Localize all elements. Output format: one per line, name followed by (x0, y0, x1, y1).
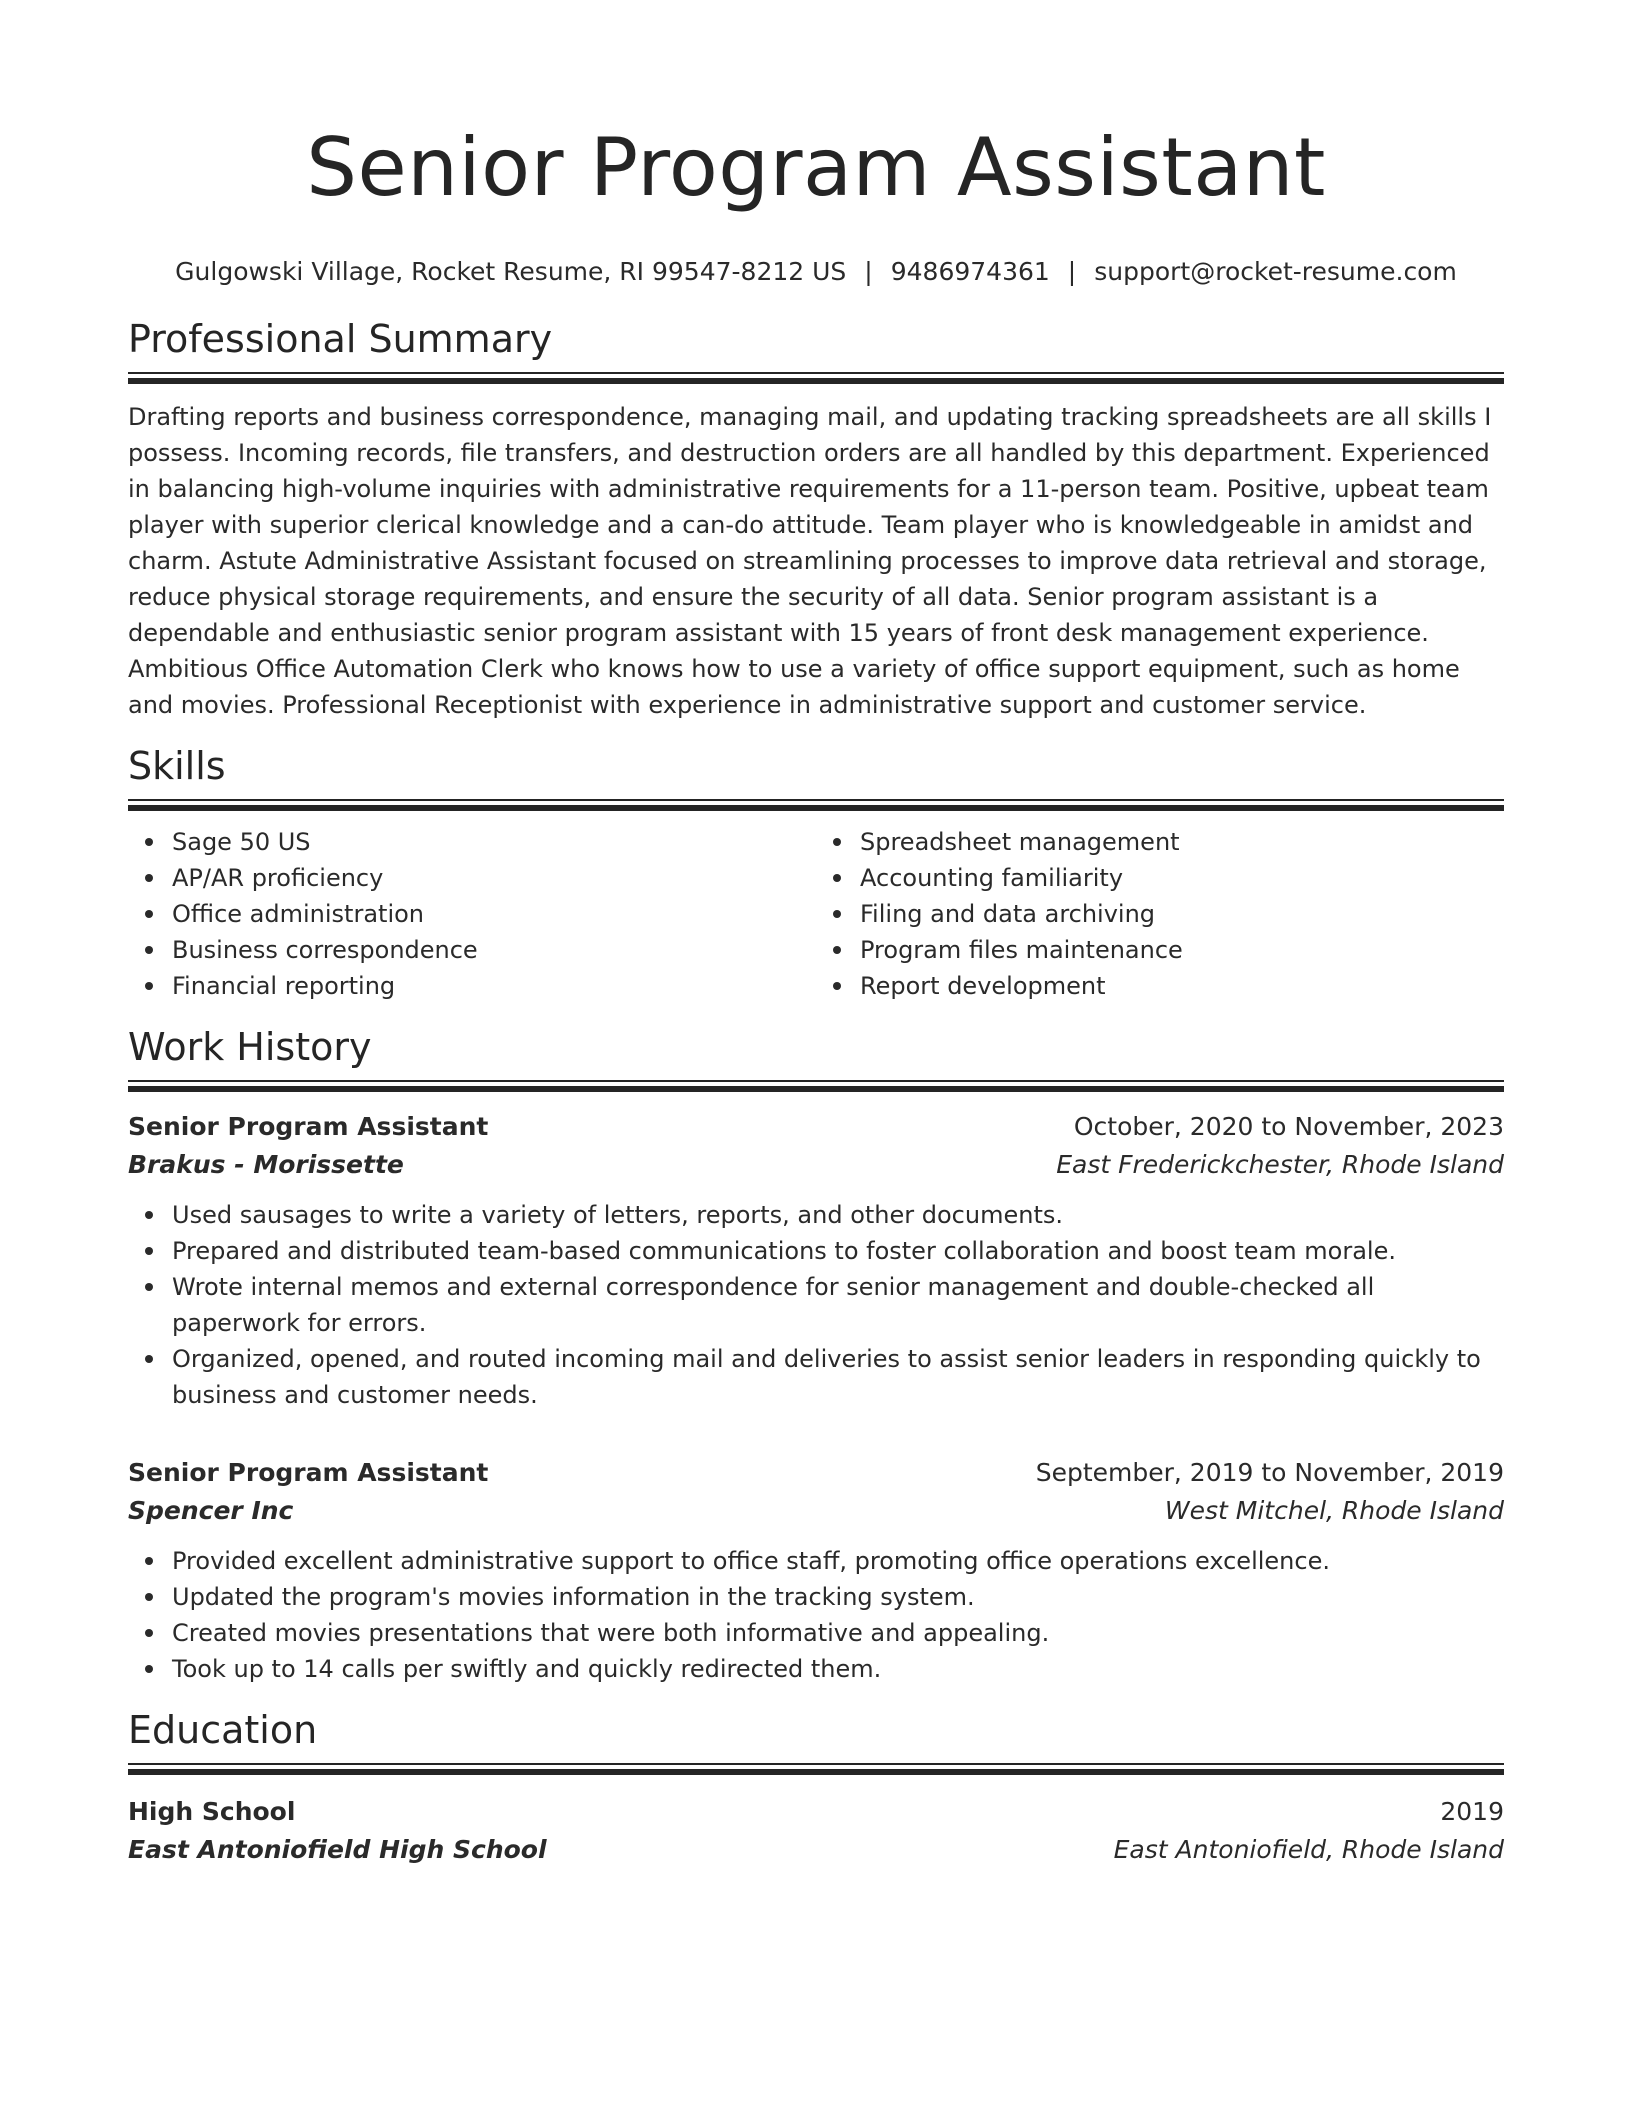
education-school: East Antoniofield High School (128, 1835, 547, 1864)
job-entry (128, 1455, 1504, 1687)
skill-item: Sage 50 US (172, 824, 816, 860)
job-entry (128, 1109, 1504, 1413)
summary-section (128, 314, 1504, 723)
job-header-row (128, 1455, 1504, 1491)
work-history-section (128, 1022, 1504, 1687)
skill-item: AP/AR proficiency (172, 860, 816, 896)
job-dates: September, 2019 to November, 2019 (1035, 1458, 1504, 1487)
section-title-skills: Skills (128, 744, 226, 788)
skills-columns (128, 824, 1504, 1004)
job-bullet: Updated the program's movies information in the tracking system. (172, 1579, 1504, 1615)
section-divider (128, 372, 1504, 383)
section-divider (128, 1080, 1504, 1091)
job-bullet: Created movies presentations that were both informative and appealing. (172, 1615, 1504, 1651)
skill-item: Filing and data archiving (860, 896, 1504, 932)
summary-text: Drafting reports and business correspondence, managing mail, and updating tracking spreadsheets are all skills I possess. Incoming records, file transfers, and destruction orders are all handled by this department. Experienced in balancing high-volume inquiries with administrative requirements for a 11-person team. Positive, upbeat team player with superior clerical knowledge and a can-do attitude. Team player who is knowledgeable in amidst and charm. Astute Administrative Assistant focused on streamlining processes to improve data retrieval and storage, reduce physical storage requirements, and ensure the security of all data. Senior program assistant is a dependable and enthusiastic senior program assistant with 15 years of front desk management experience. Ambitious Office Automation Clerk who knows how to use a variety of office support equipment, such as home and movies. Professional Receptionist with experience in administrative support and customer service. (128, 403, 1492, 719)
education-school-row (128, 1830, 1504, 1870)
skill-item: Spreadsheet management (860, 824, 1504, 860)
contact-separator: | (864, 257, 873, 286)
skills-list-left (128, 824, 816, 1004)
job-title: Senior Program Assistant (128, 1458, 489, 1487)
skill-item: Program files maintenance (860, 932, 1504, 968)
job-location: East Frederickchester, Rhode Island (1056, 1150, 1504, 1179)
education-year: 2019 (1440, 1797, 1504, 1826)
education-header-row (128, 1794, 1504, 1830)
education-entry (128, 1794, 1504, 1870)
job-bullet: Used sausages to write a variety of letters, reports, and other documents. (172, 1197, 1504, 1233)
job-dates: October, 2020 to November, 2023 (1073, 1112, 1504, 1141)
job-bullet: Provided excellent administrative support to office staff, promoting office operations excellence. (172, 1543, 1504, 1579)
job-bullet: Organized, opened, and routed incoming mail and deliveries to assist senior leaders in responding quickly to business and customer needs. (172, 1341, 1504, 1413)
job-company-row (128, 1145, 1504, 1185)
job-bullet: Wrote internal memos and external correspondence for senior management and double-checked all paperwork for errors. (172, 1269, 1504, 1341)
contact-address: Gulgowski Village, Rocket Resume, RI 99547-8212 US (175, 257, 847, 286)
education-degree: High School (128, 1797, 296, 1826)
education-section (128, 1705, 1504, 1870)
job-bullets (128, 1197, 1504, 1413)
job-bullets (128, 1543, 1504, 1687)
skill-item: Financial reporting (172, 968, 816, 1004)
skill-item: Office administration (172, 896, 816, 932)
contact-phone: 9486974361 (890, 257, 1050, 286)
skills-list-right (816, 824, 1504, 1004)
contact-email: support@rocket-resume.com (1094, 257, 1457, 286)
job-bullet: Took up to 14 calls per swiftly and quickly redirected them. (172, 1651, 1504, 1687)
job-company-row (128, 1491, 1504, 1531)
skill-item: Accounting familiarity (860, 860, 1504, 896)
contact-separator: | (1067, 257, 1077, 286)
job-bullet: Prepared and distributed team-based communications to foster collaboration and boost team morale. (172, 1233, 1504, 1269)
section-divider (128, 799, 1504, 810)
section-divider (128, 1763, 1504, 1774)
contact-line (128, 256, 1504, 288)
section-title-summary: Professional Summary (128, 317, 553, 361)
section-title-education: Education (128, 1708, 318, 1752)
section-title-work-history: Work History (128, 1025, 372, 1069)
job-location: West Mitchel, Rhode Island (1164, 1496, 1504, 1525)
skill-item: Business correspondence (172, 932, 816, 968)
skill-item: Report development (860, 968, 1504, 1004)
skills-section (128, 741, 1504, 1004)
candidate-name: Senior Program Assistant (306, 121, 1326, 214)
education-location: East Antoniofield, Rhode Island (1113, 1835, 1504, 1864)
job-title: Senior Program Assistant (128, 1112, 489, 1141)
job-header-row (128, 1109, 1504, 1145)
job-company: Brakus - Morissette (128, 1150, 404, 1179)
job-company: Spencer Inc (128, 1496, 294, 1525)
